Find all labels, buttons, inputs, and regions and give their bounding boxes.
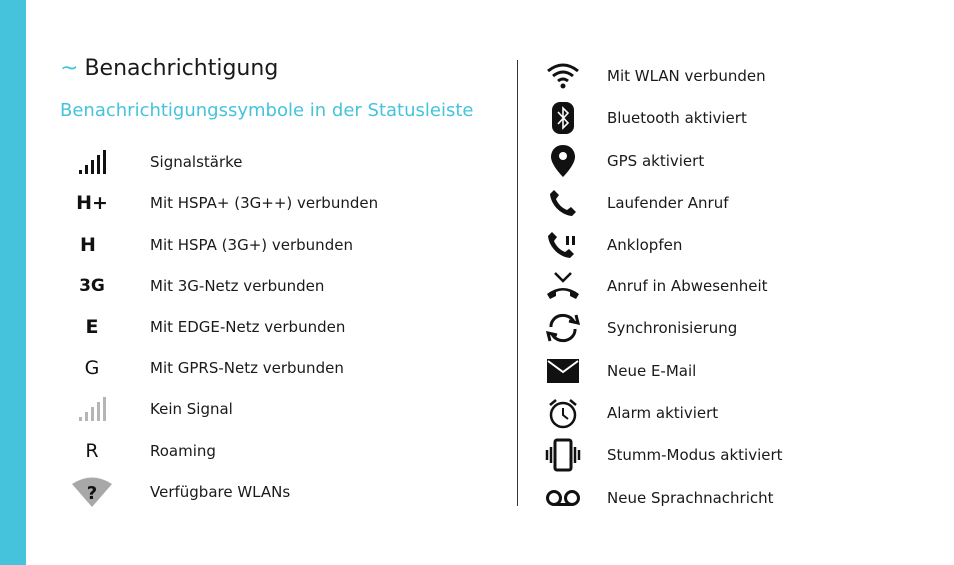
list-item-label: GPS aktiviert: [607, 152, 705, 170]
list-item: [72, 186, 492, 220]
title-text: Benachrichtigung: [84, 56, 279, 81]
list-item: [543, 101, 943, 135]
list-item-label: Signalstärke: [150, 153, 243, 171]
list-item-label: Anklopfen: [607, 236, 683, 254]
list-item-label: Mit EDGE-Netz verbunden: [150, 318, 346, 336]
bluetooth-icon: [543, 101, 583, 135]
roaming-icon: R: [85, 440, 99, 462]
list-item-label: Synchronisierung: [607, 319, 738, 337]
svg-text:?: ?: [86, 483, 98, 504]
list-item-label: Kein Signal: [150, 400, 233, 418]
wifi-connected-icon: [543, 59, 583, 93]
vibrate-icon: [543, 438, 583, 472]
gprs-icon: G: [84, 357, 100, 379]
list-item-label: Mit HSPA+ (3G++) verbunden: [150, 194, 379, 212]
list-item: [72, 228, 492, 262]
column-divider: [517, 60, 518, 506]
sync-icon: [543, 311, 583, 345]
hspa-plus-icon: H+: [76, 192, 108, 214]
missed-call-icon: [543, 269, 583, 303]
title-prefix: ~: [60, 56, 79, 81]
list-item-label: Laufender Anruf: [607, 194, 729, 212]
list-item: [72, 269, 492, 303]
list-item-label: Bluetooth aktiviert: [607, 109, 747, 127]
list-item-label: Anruf in Abwesenheit: [607, 277, 768, 295]
email-icon: [543, 354, 583, 388]
gps-pin-icon: [543, 144, 583, 178]
voicemail-icon: [543, 481, 583, 515]
list-item: [543, 228, 943, 262]
list-item: [72, 145, 492, 179]
list-item: [72, 310, 492, 344]
3g-icon: 3G: [79, 276, 105, 296]
section-subtitle: Benachrichtigungssymbole in der Statusleiste: [60, 100, 474, 121]
no-signal-icon: [72, 392, 112, 426]
list-item-label: Mit HSPA (3G+) verbunden: [150, 236, 353, 254]
list-item-label: Mit GPRS-Netz verbunden: [150, 359, 344, 377]
side-accent-bar: [0, 0, 26, 565]
list-item-label: Verfügbare WLANs: [150, 483, 291, 501]
hspa-icon: H: [80, 234, 96, 256]
list-item: [543, 144, 943, 178]
list-item: [543, 396, 943, 430]
list-item-label: Stumm-Modus aktiviert: [607, 446, 783, 464]
list-item-label: Roaming: [150, 442, 216, 460]
list-item: [72, 434, 492, 468]
list-item: [543, 438, 943, 472]
list-item: [72, 392, 492, 426]
phone-call-icon: [543, 186, 583, 220]
edge-icon: E: [85, 316, 99, 338]
list-item: [543, 269, 943, 303]
alarm-icon: [543, 396, 583, 430]
list-item-label: Alarm aktiviert: [607, 404, 719, 422]
list-item: [543, 481, 943, 515]
page-title: [60, 56, 278, 81]
list-item: [543, 354, 943, 388]
list-item: [543, 186, 943, 220]
list-item-label: Mit 3G-Netz verbunden: [150, 277, 325, 295]
list-item: [543, 311, 943, 345]
wifi-available-icon: [72, 475, 112, 509]
list-item-label: Mit WLAN verbunden: [607, 67, 766, 85]
list-item: [72, 475, 492, 509]
signal-strength-icon: [72, 145, 112, 179]
call-waiting-icon: [543, 228, 583, 262]
list-item: [543, 59, 943, 93]
list-item-label: Neue Sprachnachricht: [607, 489, 774, 507]
list-item-label: Neue E-Mail: [607, 362, 697, 380]
list-item: [72, 351, 492, 385]
